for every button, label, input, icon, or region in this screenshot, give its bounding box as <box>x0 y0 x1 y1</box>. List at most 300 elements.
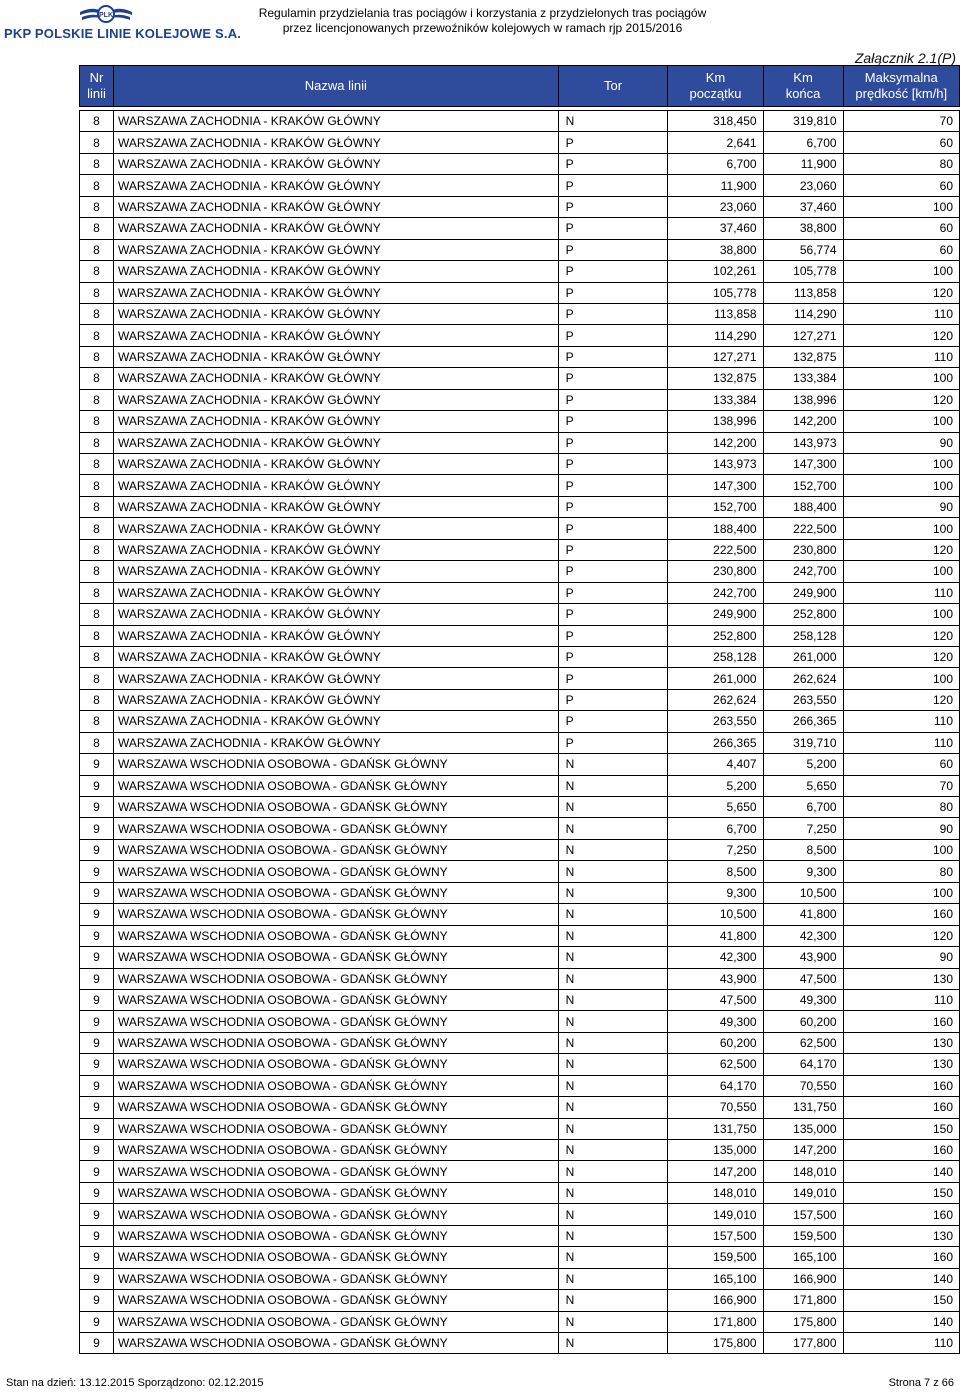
cell-km-start: 166,900 <box>668 1290 763 1311</box>
cell-line-name: WARSZAWA WSCHODNIA OSOBOWA - GDAŃSK GŁÓWNY <box>114 1332 559 1353</box>
cell-track: P <box>558 239 668 260</box>
cell-km-end: 143,973 <box>763 432 843 453</box>
cell-track: P <box>558 432 668 453</box>
logo-text: PKP POLSKIE LINIE KOLEJOWE S.A. <box>4 26 242 41</box>
cell-line-number: 8 <box>80 518 114 539</box>
cell-line-number: 8 <box>80 132 114 153</box>
cell-line-number: 8 <box>80 303 114 324</box>
cell-line-number: 9 <box>80 797 114 818</box>
cell-line-number: 9 <box>80 1204 114 1225</box>
cell-km-end: 41,800 <box>763 904 843 925</box>
cell-line-number: 8 <box>80 389 114 410</box>
cell-km-end: 242,700 <box>763 561 843 582</box>
cell-km-start: 152,700 <box>668 496 763 517</box>
cell-max-speed: 110 <box>843 732 959 753</box>
cell-line-name: WARSZAWA ZACHODNIA - KRAKÓW GŁÓWNY <box>114 668 559 689</box>
cell-max-speed: 90 <box>843 818 959 839</box>
cell-track: N <box>558 1032 668 1053</box>
cell-max-speed: 160 <box>843 1097 959 1118</box>
cell-line-name: WARSZAWA ZACHODNIA - KRAKÓW GŁÓWNY <box>114 518 559 539</box>
cell-track: N <box>558 947 668 968</box>
cell-track: P <box>558 646 668 667</box>
cell-max-speed: 100 <box>843 561 959 582</box>
cell-km-start: 188,400 <box>668 518 763 539</box>
table-row <box>80 389 960 410</box>
cell-line-name: WARSZAWA WSCHODNIA OSOBOWA - GDAŃSK GŁÓWNY <box>114 1247 559 1268</box>
cell-line-name: WARSZAWA ZACHODNIA - KRAKÓW GŁÓWNY <box>114 711 559 732</box>
cell-line-number: 8 <box>80 432 114 453</box>
cell-line-name: WARSZAWA WSCHODNIA OSOBOWA - GDAŃSK GŁÓWNY <box>114 1268 559 1289</box>
cell-max-speed: 100 <box>843 368 959 389</box>
cell-line-number: 8 <box>80 668 114 689</box>
cell-track: N <box>558 818 668 839</box>
cell-line-number: 8 <box>80 239 114 260</box>
title-line-1: Regulamin przydzielania tras pociągów i korzystania z przydzielonych tras pociągów <box>258 6 707 20</box>
table-row <box>80 1332 960 1353</box>
cell-km-end: 114,290 <box>763 303 843 324</box>
cell-km-start: 175,800 <box>668 1332 763 1353</box>
cell-km-end: 149,010 <box>763 1182 843 1203</box>
table-row <box>80 1118 960 1139</box>
table-row <box>80 925 960 946</box>
table-row <box>80 1161 960 1182</box>
cell-km-end: 23,060 <box>763 175 843 196</box>
cell-track: P <box>558 496 668 517</box>
cell-line-number: 8 <box>80 196 114 217</box>
cell-line-number: 9 <box>80 1140 114 1161</box>
cell-line-number: 9 <box>80 904 114 925</box>
cell-km-start: 64,170 <box>668 1075 763 1096</box>
cell-km-start: 148,010 <box>668 1182 763 1203</box>
cell-max-speed: 140 <box>843 1161 959 1182</box>
cell-track: P <box>558 196 668 217</box>
cell-max-speed: 160 <box>843 904 959 925</box>
table-row <box>80 153 960 174</box>
cell-km-end: 266,365 <box>763 711 843 732</box>
cell-km-end: 147,200 <box>763 1140 843 1161</box>
table-row <box>80 1247 960 1268</box>
cell-km-end: 127,271 <box>763 325 843 346</box>
cell-km-start: 252,800 <box>668 625 763 646</box>
cell-line-number: 8 <box>80 689 114 710</box>
cell-line-name: WARSZAWA WSCHODNIA OSOBOWA - GDAŃSK GŁÓWNY <box>114 968 559 989</box>
cell-km-end: 64,170 <box>763 1054 843 1075</box>
table-row <box>80 111 960 132</box>
cell-km-start: 230,800 <box>668 561 763 582</box>
cell-line-number: 8 <box>80 325 114 346</box>
cell-track: P <box>558 561 668 582</box>
cell-line-name: WARSZAWA ZACHODNIA - KRAKÓW GŁÓWNY <box>114 432 559 453</box>
cell-line-name: WARSZAWA WSCHODNIA OSOBOWA - GDAŃSK GŁÓWNY <box>114 754 559 775</box>
cell-km-end: 70,550 <box>763 1075 843 1096</box>
document-title <box>230 6 735 36</box>
table-row <box>80 239 960 260</box>
cell-line-name: WARSZAWA ZACHODNIA - KRAKÓW GŁÓWNY <box>114 153 559 174</box>
cell-max-speed: 120 <box>843 625 959 646</box>
cell-line-name: WARSZAWA WSCHODNIA OSOBOWA - GDAŃSK GŁÓWNY <box>114 1290 559 1311</box>
table-row <box>80 261 960 282</box>
cell-max-speed: 150 <box>843 1182 959 1203</box>
cell-km-end: 230,800 <box>763 539 843 560</box>
cell-track: P <box>558 132 668 153</box>
cell-km-end: 319,810 <box>763 111 843 132</box>
cell-km-end: 47,500 <box>763 968 843 989</box>
table-body <box>80 111 960 1354</box>
table-row <box>80 1182 960 1203</box>
cell-km-start: 131,750 <box>668 1118 763 1139</box>
cell-line-number: 9 <box>80 1311 114 1332</box>
cell-km-start: 165,100 <box>668 1268 763 1289</box>
cell-km-end: 37,460 <box>763 196 843 217</box>
cell-line-number: 9 <box>80 861 114 882</box>
cell-max-speed: 110 <box>843 346 959 367</box>
table-row <box>80 904 960 925</box>
cell-track: P <box>558 518 668 539</box>
line-speed-table <box>79 65 960 1354</box>
table-row <box>80 1268 960 1289</box>
cell-km-end: 6,700 <box>763 797 843 818</box>
cell-track: P <box>558 604 668 625</box>
table-row <box>80 175 960 196</box>
cell-max-speed: 120 <box>843 282 959 303</box>
cell-max-speed: 120 <box>843 389 959 410</box>
cell-line-name: WARSZAWA ZACHODNIA - KRAKÓW GŁÓWNY <box>114 111 559 132</box>
cell-track: P <box>558 282 668 303</box>
cell-km-start: 105,778 <box>668 282 763 303</box>
cell-line-name: WARSZAWA WSCHODNIA OSOBOWA - GDAŃSK GŁÓWNY <box>114 989 559 1010</box>
cell-max-speed: 80 <box>843 797 959 818</box>
cell-km-end: 9,300 <box>763 861 843 882</box>
cell-km-start: 171,800 <box>668 1311 763 1332</box>
cell-max-speed: 130 <box>843 968 959 989</box>
cell-km-end: 177,800 <box>763 1332 843 1353</box>
cell-km-end: 142,200 <box>763 411 843 432</box>
cell-km-end: 175,800 <box>763 1311 843 1332</box>
cell-line-number: 9 <box>80 1332 114 1353</box>
cell-max-speed: 110 <box>843 303 959 324</box>
cell-track: N <box>558 1311 668 1332</box>
cell-km-start: 135,000 <box>668 1140 763 1161</box>
cell-max-speed: 130 <box>843 1225 959 1246</box>
table-row <box>80 968 960 989</box>
cell-track: P <box>558 582 668 603</box>
cell-km-end: 252,800 <box>763 604 843 625</box>
cell-track: P <box>558 261 668 282</box>
table-row <box>80 775 960 796</box>
cell-line-number: 9 <box>80 818 114 839</box>
cell-line-name: WARSZAWA ZACHODNIA - KRAKÓW GŁÓWNY <box>114 689 559 710</box>
cell-max-speed: 120 <box>843 925 959 946</box>
table-row <box>80 282 960 303</box>
cell-km-start: 102,261 <box>668 261 763 282</box>
cell-km-start: 249,900 <box>668 604 763 625</box>
cell-km-start: 127,271 <box>668 346 763 367</box>
cell-line-name: WARSZAWA WSCHODNIA OSOBOWA - GDAŃSK GŁÓWNY <box>114 882 559 903</box>
cell-km-end: 171,800 <box>763 1290 843 1311</box>
cell-max-speed: 100 <box>843 261 959 282</box>
footer-dates: Stan na dzień: 13.12.2015 Sporządzono: 02.12.2015 <box>6 1377 264 1389</box>
cell-track: N <box>558 1097 668 1118</box>
cell-max-speed: 100 <box>843 518 959 539</box>
cell-km-start: 147,200 <box>668 1161 763 1182</box>
cell-track: N <box>558 1011 668 1032</box>
cell-max-speed: 150 <box>843 1290 959 1311</box>
cell-line-name: WARSZAWA WSCHODNIA OSOBOWA - GDAŃSK GŁÓWNY <box>114 1011 559 1032</box>
cell-km-end: 8,500 <box>763 839 843 860</box>
col-header-km-start: Km początku <box>668 66 763 107</box>
cell-max-speed: 100 <box>843 668 959 689</box>
cell-line-name: WARSZAWA ZACHODNIA - KRAKÓW GŁÓWNY <box>114 196 559 217</box>
cell-max-speed: 100 <box>843 475 959 496</box>
footer-page-number: Strona 7 z 66 <box>888 1377 954 1389</box>
cell-line-number: 8 <box>80 496 114 517</box>
table-row <box>80 711 960 732</box>
cell-line-number: 9 <box>80 839 114 860</box>
cell-max-speed: 120 <box>843 646 959 667</box>
company-logo <box>0 4 242 41</box>
cell-line-number: 9 <box>80 1247 114 1268</box>
cell-max-speed: 130 <box>843 1032 959 1053</box>
cell-line-name: WARSZAWA ZACHODNIA - KRAKÓW GŁÓWNY <box>114 454 559 475</box>
cell-km-end: 263,550 <box>763 689 843 710</box>
cell-line-name: WARSZAWA ZACHODNIA - KRAKÓW GŁÓWNY <box>114 132 559 153</box>
cell-max-speed: 160 <box>843 1075 959 1096</box>
cell-km-end: 188,400 <box>763 496 843 517</box>
cell-line-name: WARSZAWA WSCHODNIA OSOBOWA - GDAŃSK GŁÓWNY <box>114 775 559 796</box>
cell-line-number: 8 <box>80 711 114 732</box>
logo-mark-text: PLK <box>99 12 113 19</box>
table-row <box>80 882 960 903</box>
cell-track: N <box>558 797 668 818</box>
cell-km-start: 113,858 <box>668 303 763 324</box>
cell-km-start: 7,250 <box>668 839 763 860</box>
cell-line-name: WARSZAWA ZACHODNIA - KRAKÓW GŁÓWNY <box>114 261 559 282</box>
cell-km-start: 9,300 <box>668 882 763 903</box>
cell-km-end: 261,000 <box>763 646 843 667</box>
cell-line-name: WARSZAWA ZACHODNIA - KRAKÓW GŁÓWNY <box>114 604 559 625</box>
cell-max-speed: 60 <box>843 218 959 239</box>
cell-line-number: 8 <box>80 561 114 582</box>
table-row <box>80 732 960 753</box>
cell-km-start: 149,010 <box>668 1204 763 1225</box>
cell-max-speed: 60 <box>843 175 959 196</box>
cell-line-name: WARSZAWA ZACHODNIA - KRAKÓW GŁÓWNY <box>114 646 559 667</box>
table-row <box>80 303 960 324</box>
cell-km-end: 166,900 <box>763 1268 843 1289</box>
cell-track: N <box>558 775 668 796</box>
cell-line-name: WARSZAWA ZACHODNIA - KRAKÓW GŁÓWNY <box>114 625 559 646</box>
cell-km-start: 242,700 <box>668 582 763 603</box>
cell-line-number: 9 <box>80 947 114 968</box>
cell-track: P <box>558 539 668 560</box>
cell-line-number: 8 <box>80 368 114 389</box>
cell-line-number: 8 <box>80 261 114 282</box>
cell-km-start: 6,700 <box>668 153 763 174</box>
cell-km-start: 114,290 <box>668 325 763 346</box>
cell-line-number: 9 <box>80 1075 114 1096</box>
cell-max-speed: 110 <box>843 582 959 603</box>
cell-line-name: WARSZAWA ZACHODNIA - KRAKÓW GŁÓWNY <box>114 325 559 346</box>
table-row <box>80 1290 960 1311</box>
cell-line-name: WARSZAWA WSCHODNIA OSOBOWA - GDAŃSK GŁÓWNY <box>114 1204 559 1225</box>
cell-km-end: 147,300 <box>763 454 843 475</box>
cell-line-name: WARSZAWA WSCHODNIA OSOBOWA - GDAŃSK GŁÓWNY <box>114 1140 559 1161</box>
cell-km-start: 8,500 <box>668 861 763 882</box>
table-row <box>80 582 960 603</box>
cell-line-name: WARSZAWA WSCHODNIA OSOBOWA - GDAŃSK GŁÓWNY <box>114 925 559 946</box>
cell-line-number: 8 <box>80 282 114 303</box>
cell-line-name: WARSZAWA ZACHODNIA - KRAKÓW GŁÓWNY <box>114 389 559 410</box>
cell-track: N <box>558 1268 668 1289</box>
cell-track: N <box>558 111 668 132</box>
cell-track: N <box>558 1332 668 1353</box>
cell-max-speed: 130 <box>843 1054 959 1075</box>
table-row <box>80 818 960 839</box>
plk-winged-wheel-icon <box>78 4 134 24</box>
table-row <box>80 1032 960 1053</box>
cell-max-speed: 80 <box>843 861 959 882</box>
cell-km-start: 4,407 <box>668 754 763 775</box>
table-row <box>80 539 960 560</box>
table-row <box>80 1097 960 1118</box>
table-row <box>80 604 960 625</box>
cell-line-number: 9 <box>80 989 114 1010</box>
cell-line-number: 8 <box>80 539 114 560</box>
cell-line-name: WARSZAWA ZACHODNIA - KRAKÓW GŁÓWNY <box>114 561 559 582</box>
table-row <box>80 561 960 582</box>
title-line-2: przez licencjonowanych przewoźników kolejowych w ramach rjp 2015/2016 <box>282 21 683 35</box>
cell-km-start: 6,700 <box>668 818 763 839</box>
cell-line-number: 9 <box>80 1290 114 1311</box>
cell-line-number: 8 <box>80 604 114 625</box>
cell-line-name: WARSZAWA WSCHODNIA OSOBOWA - GDAŃSK GŁÓWNY <box>114 797 559 818</box>
table-row <box>80 1054 960 1075</box>
cell-km-start: 318,450 <box>668 111 763 132</box>
cell-km-end: 10,500 <box>763 882 843 903</box>
table-row <box>80 1311 960 1332</box>
cell-line-name: WARSZAWA WSCHODNIA OSOBOWA - GDAŃSK GŁÓWNY <box>114 1032 559 1053</box>
cell-line-name: WARSZAWA ZACHODNIA - KRAKÓW GŁÓWNY <box>114 282 559 303</box>
cell-track: N <box>558 989 668 1010</box>
cell-line-number: 8 <box>80 582 114 603</box>
cell-km-end: 148,010 <box>763 1161 843 1182</box>
cell-track: P <box>558 153 668 174</box>
cell-track: N <box>558 861 668 882</box>
cell-track: P <box>558 325 668 346</box>
cell-line-name: WARSZAWA WSCHODNIA OSOBOWA - GDAŃSK GŁÓWNY <box>114 818 559 839</box>
cell-km-start: 159,500 <box>668 1247 763 1268</box>
cell-max-speed: 100 <box>843 882 959 903</box>
cell-km-end: 6,700 <box>763 132 843 153</box>
cell-km-end: 38,800 <box>763 218 843 239</box>
cell-km-start: 142,200 <box>668 432 763 453</box>
cell-km-start: 2,641 <box>668 132 763 153</box>
cell-line-name: WARSZAWA WSCHODNIA OSOBOWA - GDAŃSK GŁÓWNY <box>114 1311 559 1332</box>
table-row <box>80 1204 960 1225</box>
cell-line-number: 8 <box>80 475 114 496</box>
cell-max-speed: 90 <box>843 947 959 968</box>
cell-km-end: 60,200 <box>763 1011 843 1032</box>
table-row <box>80 668 960 689</box>
cell-track: N <box>558 882 668 903</box>
cell-km-end: 5,200 <box>763 754 843 775</box>
cell-line-number: 9 <box>80 1032 114 1053</box>
cell-km-start: 157,500 <box>668 1225 763 1246</box>
cell-max-speed: 60 <box>843 132 959 153</box>
cell-track: N <box>558 1054 668 1075</box>
cell-km-end: 131,750 <box>763 1097 843 1118</box>
cell-km-start: 263,550 <box>668 711 763 732</box>
cell-line-name: WARSZAWA WSCHODNIA OSOBOWA - GDAŃSK GŁÓWNY <box>114 839 559 860</box>
cell-km-end: 138,996 <box>763 389 843 410</box>
cell-km-end: 157,500 <box>763 1204 843 1225</box>
cell-track: N <box>558 904 668 925</box>
table-row <box>80 325 960 346</box>
cell-line-number: 9 <box>80 754 114 775</box>
cell-line-name: WARSZAWA ZACHODNIA - KRAKÓW GŁÓWNY <box>114 732 559 753</box>
cell-max-speed: 160 <box>843 1247 959 1268</box>
annex-label: Załącznik 2.1(P) <box>854 50 956 66</box>
cell-line-name: WARSZAWA ZACHODNIA - KRAKÓW GŁÓWNY <box>114 346 559 367</box>
cell-line-number: 9 <box>80 1054 114 1075</box>
cell-km-start: 41,800 <box>668 925 763 946</box>
cell-max-speed: 160 <box>843 1011 959 1032</box>
cell-line-name: WARSZAWA WSCHODNIA OSOBOWA - GDAŃSK GŁÓWNY <box>114 1161 559 1182</box>
cell-km-start: 43,900 <box>668 968 763 989</box>
cell-max-speed: 60 <box>843 754 959 775</box>
table-row <box>80 646 960 667</box>
table-row <box>80 1075 960 1096</box>
cell-line-number: 8 <box>80 346 114 367</box>
cell-track: N <box>558 1118 668 1139</box>
cell-max-speed: 120 <box>843 539 959 560</box>
cell-line-name: WARSZAWA ZACHODNIA - KRAKÓW GŁÓWNY <box>114 411 559 432</box>
cell-max-speed: 140 <box>843 1268 959 1289</box>
table-row <box>80 432 960 453</box>
cell-track: P <box>558 175 668 196</box>
cell-km-start: 5,200 <box>668 775 763 796</box>
cell-max-speed: 160 <box>843 1204 959 1225</box>
cell-line-number: 9 <box>80 1182 114 1203</box>
table-row <box>80 1011 960 1032</box>
table-row <box>80 496 960 517</box>
table-row <box>80 518 960 539</box>
cell-km-end: 43,900 <box>763 947 843 968</box>
cell-line-number: 9 <box>80 1097 114 1118</box>
cell-km-end: 152,700 <box>763 475 843 496</box>
cell-km-start: 47,500 <box>668 989 763 1010</box>
cell-line-number: 9 <box>80 775 114 796</box>
cell-line-number: 8 <box>80 732 114 753</box>
cell-km-end: 56,774 <box>763 239 843 260</box>
cell-line-name: WARSZAWA ZACHODNIA - KRAKÓW GŁÓWNY <box>114 539 559 560</box>
cell-line-number: 8 <box>80 175 114 196</box>
cell-km-end: 165,100 <box>763 1247 843 1268</box>
cell-line-number: 9 <box>80 968 114 989</box>
cell-line-number: 8 <box>80 111 114 132</box>
cell-max-speed: 110 <box>843 989 959 1010</box>
cell-km-start: 133,384 <box>668 389 763 410</box>
cell-max-speed: 100 <box>843 604 959 625</box>
cell-km-end: 222,500 <box>763 518 843 539</box>
cell-track: N <box>558 925 668 946</box>
table-row <box>80 839 960 860</box>
cell-line-name: WARSZAWA ZACHODNIA - KRAKÓW GŁÓWNY <box>114 175 559 196</box>
cell-track: P <box>558 475 668 496</box>
cell-km-end: 7,250 <box>763 818 843 839</box>
cell-track: N <box>558 1161 668 1182</box>
cell-track: N <box>558 1075 668 1096</box>
